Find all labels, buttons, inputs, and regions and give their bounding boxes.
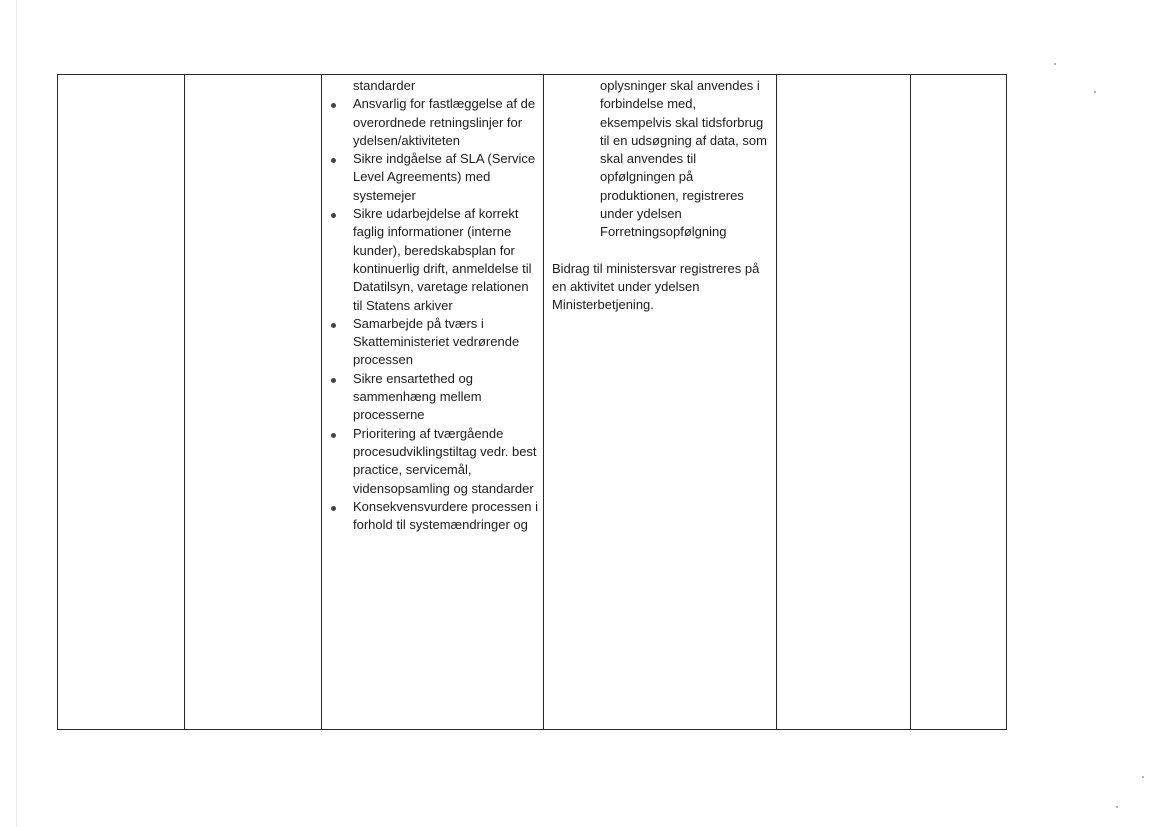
cell-registration-notes xyxy=(544,75,777,730)
list-item: Ansvarlig for fastlæggelse af de overordnede retningslinjer for ydelsen/aktiviteten xyxy=(353,95,541,150)
cell-col5-empty xyxy=(777,75,911,730)
list-item: Konsekvensvurdere processen i forhold til systemændringer og xyxy=(353,498,541,535)
cell-col6-empty xyxy=(911,75,1007,730)
binder-edge xyxy=(16,0,17,827)
scan-speck xyxy=(1116,806,1118,808)
lead-line: standarder xyxy=(353,78,416,93)
list-item: Sikre indgåelse af SLA (Service Level Agreements) med systemejer xyxy=(353,150,541,205)
paragraph-gap xyxy=(552,242,768,260)
scan-speck xyxy=(1094,91,1096,93)
cell-col1-empty xyxy=(58,75,185,730)
list-item: Sikre ensartethed og sammenhæng mellem processerne xyxy=(353,370,541,425)
scan-speck xyxy=(1054,63,1056,65)
list-item: Prioritering af tværgående procesudviklingstiltag vedr. best practice, servicemål, vidensopsamling og standarder xyxy=(353,425,541,498)
responsibility-list xyxy=(353,95,541,534)
scan-speck xyxy=(1142,776,1144,778)
table-row xyxy=(58,75,1007,730)
cell-col2-empty xyxy=(185,75,322,730)
responsibility-table xyxy=(57,74,1007,730)
list-item: Samarbejde på tværs i Skatteministeriet vedrørende processen xyxy=(353,315,541,370)
cell-responsibilities xyxy=(322,75,544,730)
continued-paragraph: oplysninger skal anvendes i forbindelse med, eksempelvis skal tidsforbrug til en udsøgning af data, som skal anvendes til opfølgningen på produktionen, registreres under ydelsen Forretningsopfølgning xyxy=(600,78,767,240)
list-item: Sikre udarbejdelse af korrekt faglig informationer (interne kunder), beredskabsplan for kontinuerlig drift, anmeldelse til Datatilsyn, varetage relationen til Statens arkiver xyxy=(353,205,541,315)
minister-answer-paragraph: Bidrag til ministersvar registreres på en aktivitet under ydelsen Ministerbetjening. xyxy=(552,260,760,313)
